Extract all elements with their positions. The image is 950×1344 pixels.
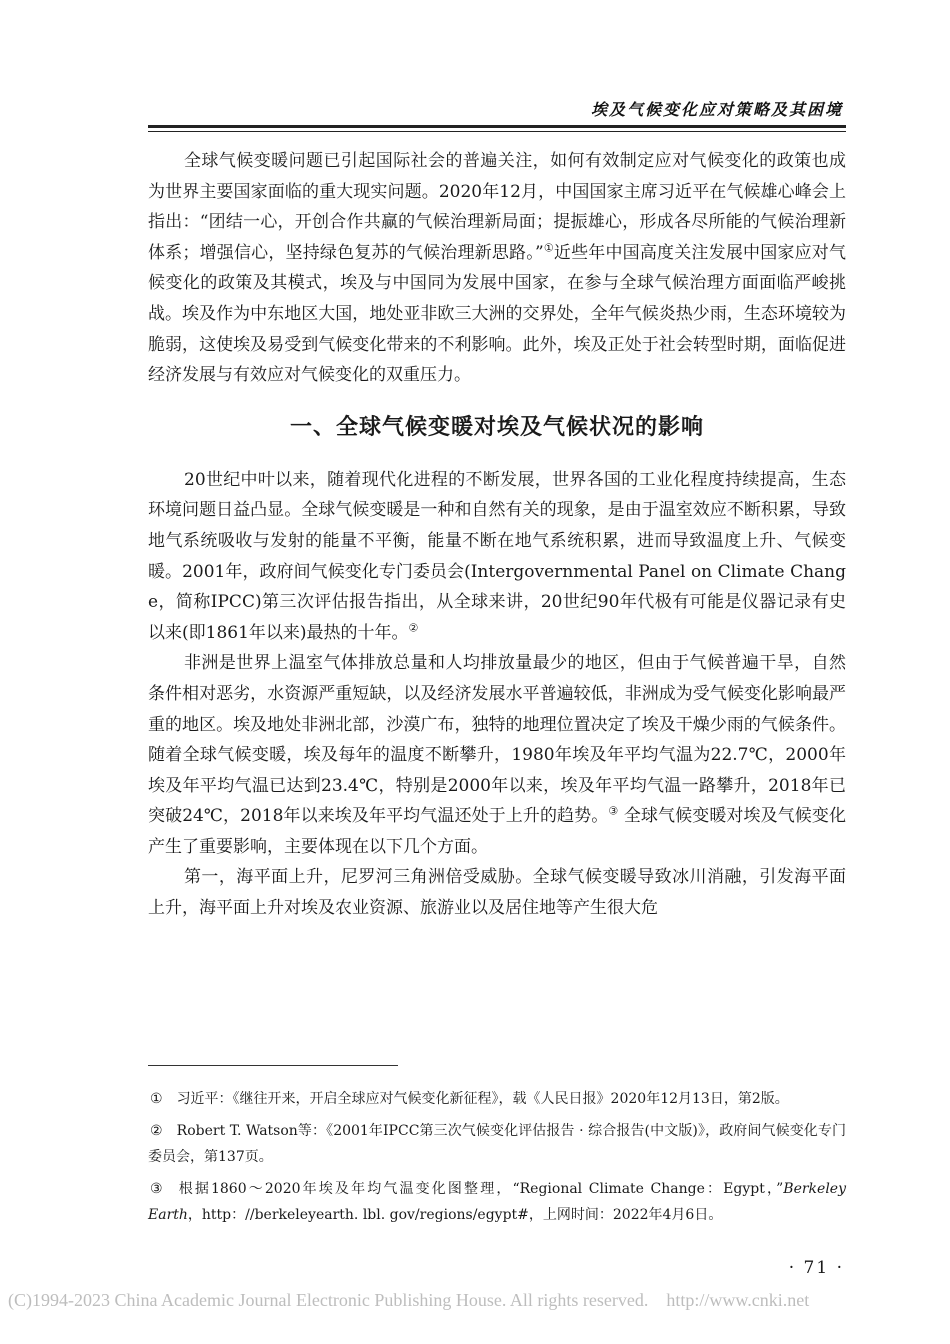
article-body bbox=[148, 146, 846, 924]
cnki-url[interactable]: http://www.cnki.net bbox=[666, 1290, 810, 1310]
header-rule-thin bbox=[148, 131, 846, 132]
running-header-title: 埃及气候变化应对策略及其困境 bbox=[590, 100, 843, 119]
paragraph-global-warming: 20世纪中叶以来，随着现代化进程的不断发展，世界各国的工业化程度持续提高，生态环境问题日益凸显。全球气候变暖是一种和自然有关的现象，是由于温室效应不断积累，导致地气系统吸收与发射的能量不平衡，能量不断在地气系统积累，进而导致温度上升、气候变暖。2001年，政府间气候变化专门委员会(Intergovernmental Panel on Climate Change，简称IPCC)第三次评估报告指出，从全球来讲，20世纪90年代极有可能是仪器记录有史以来(即1861年以来)最热的十年。② bbox=[148, 469, 846, 643]
footnotes bbox=[148, 1086, 846, 1234]
footnote-1: ① 习近平：《继往开来，开启全球应对气候变化新征程》，载《人民日报》2020年12月13日，第2版。 bbox=[150, 1091, 789, 1107]
footnote-source-link[interactable]: ，http：//berkeleyearth. lbl. gov/regions/egypt#，上网时间：2022年4月6日。 bbox=[187, 1207, 723, 1223]
footnote-ref-3[interactable]: ③ bbox=[608, 804, 619, 818]
paragraph-africa-egypt: 非洲是世界上温室气体排放总量和人均排放量最少的地区，但由于气候普遍干旱，自然条件相对恶劣，水资源严重短缺，以及经济发展水平普遍较低，非洲成为受气候变化影响最严重的地区。埃及地处非洲北部，沙漠广布，独特的地理位置决定了埃及干燥少雨的气候条件。随着全球气候变暖，埃及每年的温度不断攀升，1980年埃及年平均气温为22.7℃，2000年埃及年平均气温已达到23.4℃，特别是2000年以来，埃及年平均气温一路攀升，2018年已突破24℃，2018年以来埃及年平均气温还处于上升的趋势。③ 全球气候变暖对埃及气候变化产生了重要影响，主要体现在以下几个方面。 bbox=[148, 653, 846, 857]
footnote-ref-1[interactable]: ① bbox=[543, 241, 554, 255]
page-number: · 71 · bbox=[788, 1258, 844, 1278]
footnote-mark-2: ② bbox=[150, 1123, 163, 1139]
copyright-watermark: (C)1994-2023 China Academic Journal Electronic Publishing House. All rights reserved. http://www.cnki.net bbox=[8, 1290, 810, 1310]
paragraph-intro: 全球气候变暖问题已引起国际社会的普遍关注，如何有效制定应对气候变化的政策也成为世界主要国家面临的重大现实问题。2020年12月，中国国家主席习近平在气候雄心峰会上指出：“团结一心，开创合作共赢的气候治理新局面；提振雄心，形成各尽所能的气候治理新体系；增强信心，坚持绿色复苏的气候治理新思路。”①近些年中国高度关注发展中国家应对气候变化的政策及其模式，埃及与中国同为发展中国家，在参与全球气候治理方面面临严峻挑战。埃及作为中东地区大国，地处亚非欧三大洲的交界处，全年气候炎热少雨，生态环境较为脆弱，这使埃及易受到气候变化带来的不利影响。此外，埃及正处于社会转型时期，面临促进经济发展与有效应对气候变化的双重压力。 bbox=[148, 151, 846, 386]
footnote-rule bbox=[148, 1065, 398, 1066]
footnote-mark-3: ③ bbox=[150, 1181, 165, 1197]
header-rule-thick bbox=[148, 125, 846, 128]
footnote-ref-2[interactable]: ② bbox=[408, 621, 419, 635]
footnote-2: ② Robert T. Watson等：《2001年IPCC第三次气候变化评估报告 · 综合报告(中文版)》，政府间气候变化专门委员会，第137页。 bbox=[148, 1123, 846, 1165]
footnote-3: ③ 根据1860～2020年埃及年均气温变化图整理，“Regional Climate Change：Egypt，”Berkeley Earth，http：//berkeleyearth. lbl. gov/regions/egypt#，上网时间：2022年4月6日。 bbox=[148, 1181, 846, 1223]
footnote-source-title: Berkeley Earth bbox=[148, 1181, 846, 1223]
paragraph-sea-level: 第一，海平面上升，尼罗河三角洲倍受威胁。全球气候变暖导致冰川消融，引发海平面上升，海平面上升对埃及农业资源、旅游业以及居住地等产生很大危 bbox=[148, 867, 846, 919]
footnote-mark-1: ① bbox=[150, 1091, 163, 1107]
section-heading: 一、全球气候变暖对埃及气候状况的影响 bbox=[289, 414, 704, 440]
